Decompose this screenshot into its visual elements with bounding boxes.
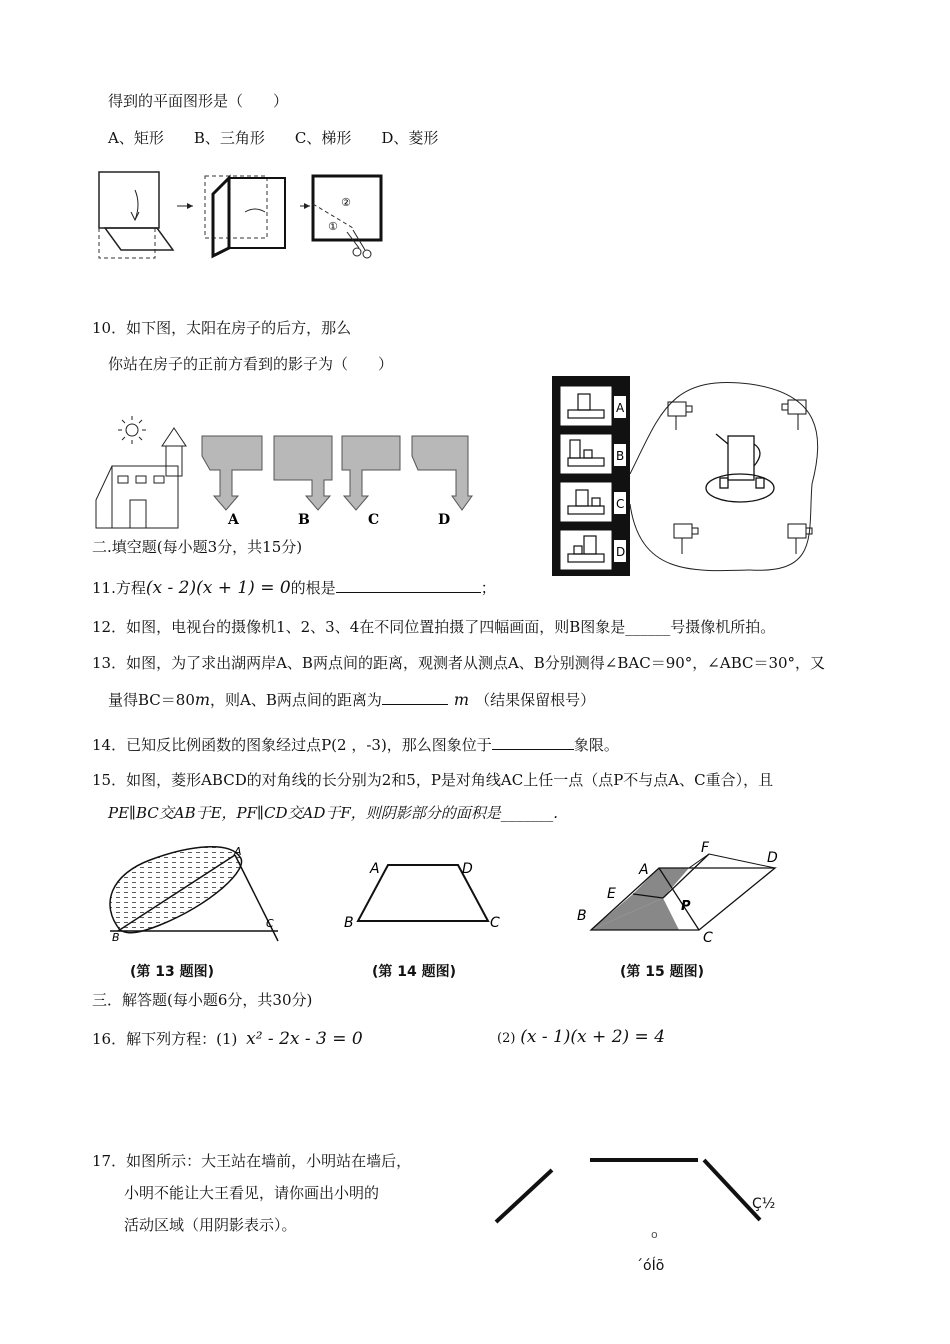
- camera-frame-label-b: B: [616, 449, 625, 463]
- teapot-table-icon: [706, 434, 774, 502]
- q13-unit: m: [194, 690, 211, 709]
- q15-line2: PE∥BC交AB于E，PF∥CD交AD于F，则阴影部分的面积是_______.: [108, 804, 559, 822]
- figure-13: [100, 845, 290, 945]
- q14: [92, 734, 619, 755]
- section-2-heading: 二.填空题(每小题3分，共15分): [92, 538, 303, 556]
- q11-prefix: 11.方程: [92, 579, 146, 597]
- shadow-label-a: A: [228, 512, 239, 528]
- house-icon: [96, 428, 186, 528]
- fig13-caption: (第 13 题图): [130, 964, 215, 980]
- fig15-label-e: E: [607, 886, 616, 902]
- wall-figure: [490, 1150, 770, 1230]
- q16-part1: [92, 1029, 363, 1049]
- q9-options: A、矩形 B、三角形 C、梯形 D、菱形: [108, 129, 439, 147]
- fig14-caption: (第 14 题图): [372, 964, 457, 980]
- fig14-label-c: C: [490, 915, 500, 931]
- camera-icon: [668, 402, 692, 430]
- camera-icon: [782, 400, 806, 430]
- q12: 12．如图，电视台的摄像机1、2、3、4在不同位置拍摄了四幅画面，则B图象是______号摄像机所拍。: [92, 618, 776, 636]
- q14-text-a: 14．已知反比例函数的图象经过点P(2 ，-3)，那么图象位于: [92, 736, 492, 754]
- q10-line2: 你站在房子的正前方看到的影子为（ ）: [108, 355, 394, 373]
- q16-eq1: x² - 2x - 3 = 0: [246, 1029, 363, 1049]
- q11-answer-blank[interactable]: [336, 577, 481, 593]
- camera-icon: [674, 524, 698, 554]
- fig14-label-d: D: [462, 861, 473, 877]
- fig15-label-a: A: [639, 862, 649, 878]
- folding-paper-figure: [95, 168, 385, 264]
- q15-line1: 15．如图，菱形ABCD的对角线的长分别为2和5，P是对角线AC上任一点（点P不与点A、C重合），且: [92, 771, 774, 789]
- fig15-label-f: F: [701, 840, 710, 856]
- q17-line1: 17．如图所示：大王站在墙前，小明站在墙后，: [92, 1152, 412, 1170]
- q16-p2: (2): [497, 1031, 516, 1046]
- circle-label-1: ①: [328, 220, 338, 233]
- q13-unit-2: m: [453, 690, 470, 709]
- fig13-label-c: C: [266, 917, 274, 930]
- q11-equation: (x - 2)(x + 1) = 0: [145, 578, 291, 598]
- q13-answer-blank[interactable]: [382, 689, 448, 705]
- section-3-heading: 三．解答题(每小题6分，共30分): [92, 991, 313, 1009]
- garbled-label-dot: o: [651, 1228, 658, 1241]
- q13-line2: [108, 689, 595, 710]
- fig15-label-d: D: [767, 850, 778, 866]
- shadow-option-c: [342, 436, 400, 510]
- shadow-label-c: C: [368, 512, 380, 528]
- q16-eq2: (x - 1)(x + 2) = 4: [520, 1027, 666, 1047]
- shadow-option-a: [202, 436, 262, 510]
- camera-frame-label-c: C: [616, 497, 625, 511]
- shadow-label-b: B: [298, 512, 310, 528]
- q13-line1: 13．如图，为了求出湖两岸A、B两点间的距离，观测者从测点A、B分别测得∠BAC＝90°，∠ABC＝30°，又: [92, 654, 826, 672]
- garbled-label-wall: Ç½: [752, 1196, 776, 1212]
- q10-line1: 10．如下图，太阳在房子的后方，那么: [92, 319, 352, 337]
- q17-line2: 小明不能让大王看见，请你画出小明的: [124, 1184, 380, 1202]
- figure-14: [340, 855, 510, 935]
- fig15-caption: (第 15 题图): [620, 964, 705, 980]
- garbled-label-person: ´óÍõ: [636, 1258, 665, 1274]
- q14-text-b: 象限。: [573, 736, 619, 754]
- fig15-label-b: B: [577, 908, 587, 924]
- q14-answer-blank[interactable]: [492, 734, 574, 750]
- q13-line2-c: （结果保留根号）: [475, 691, 596, 709]
- shadow-option-b: [274, 436, 332, 510]
- sun-icon: [118, 416, 146, 444]
- camera-frame-label-d: D: [616, 545, 626, 559]
- circle-label-2: ②: [341, 196, 351, 209]
- fig13-label-b: B: [112, 931, 120, 944]
- shadow-option-d: [412, 436, 472, 510]
- q16-prefix: 16．解下列方程：(1): [92, 1030, 238, 1048]
- scissors-icon: [347, 230, 371, 258]
- q11-suffix: 的根是: [290, 579, 336, 597]
- fig14-label-a: A: [370, 861, 380, 877]
- house-shadow-figure: [92, 410, 472, 530]
- figure-15: [575, 840, 795, 948]
- q11: [92, 577, 496, 598]
- fig14-label-b: B: [344, 915, 354, 931]
- fig15-label-p: P: [681, 899, 691, 914]
- fig13-label-a: A: [234, 845, 242, 858]
- camera-frame-label-a: A: [616, 401, 625, 415]
- q16-part2: [497, 1027, 665, 1049]
- q13-line2-b: ，则A、B两点间的距离为: [210, 691, 382, 709]
- q17-line3: 活动区域（用阴影表示）。: [124, 1216, 297, 1234]
- fig15-label-c: C: [703, 930, 713, 946]
- q11-end: ；: [480, 579, 496, 597]
- camera-figure: [550, 374, 830, 578]
- q13-line2-a: 量得BC＝80: [108, 691, 195, 709]
- q9-line1: 得到的平面图形是（ ）: [108, 92, 289, 110]
- shadow-label-d: D: [438, 512, 451, 528]
